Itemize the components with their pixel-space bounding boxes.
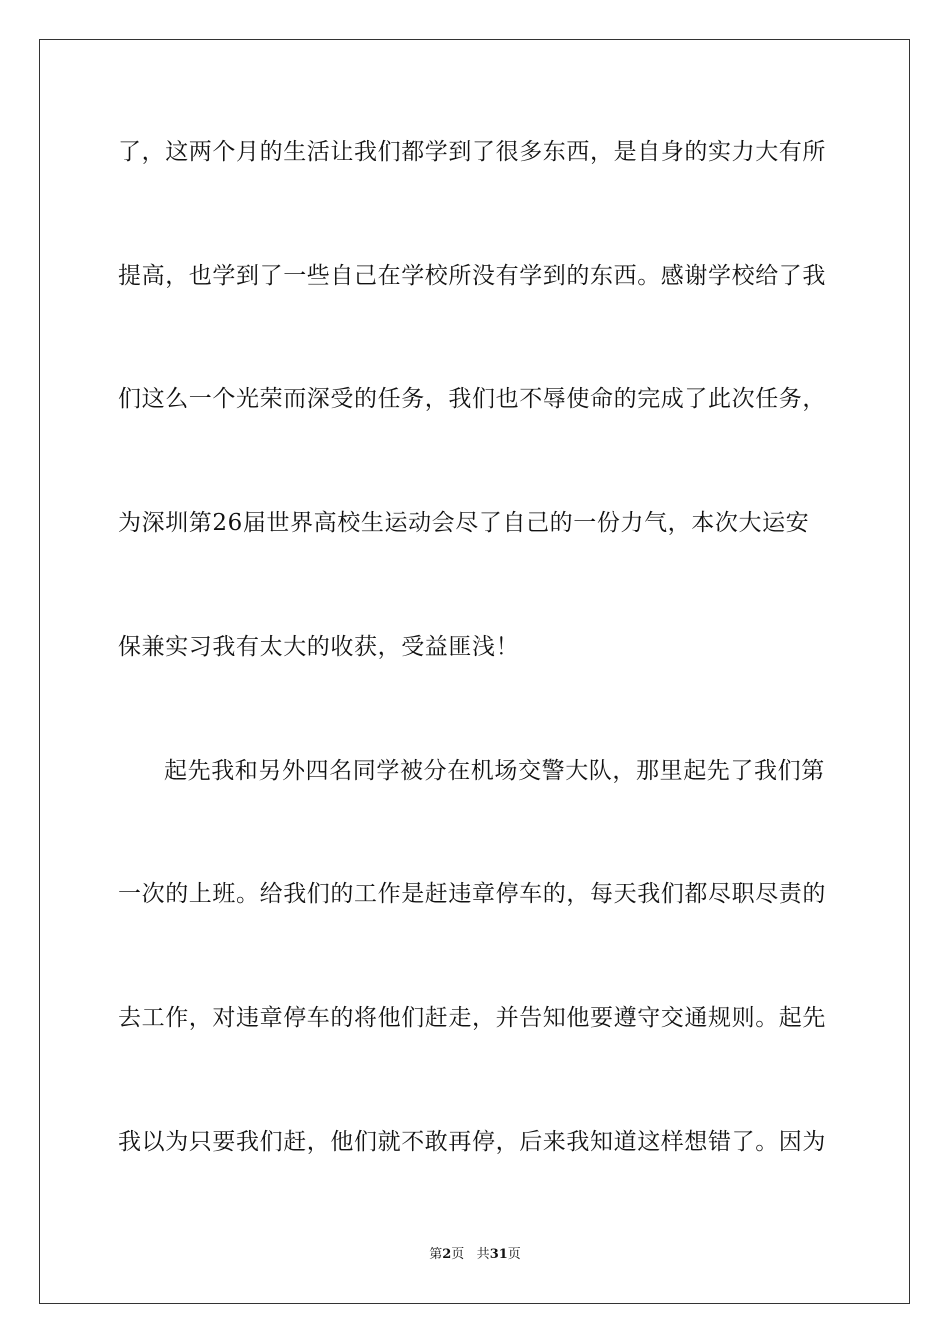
footer-page-number: 2: [442, 1247, 452, 1262]
footer-page-suffix: 页: [451, 1247, 465, 1262]
footer-total-pages: 31: [489, 1247, 508, 1262]
page-footer: [0, 1246, 950, 1264]
body-line-5: 保兼实习我有太大的收获，受益匪浅！: [118, 634, 520, 660]
footer-page-prefix: 第: [429, 1247, 443, 1262]
page-frame: [39, 39, 910, 1304]
body-line-4: 为深圳第26届世界高校生运动会尽了自己的一份力气，本次大运安: [118, 510, 810, 536]
body-line-6-indented: 起先我和另外四名同学被分在机场交警大队，那里起先了我们第: [164, 758, 825, 784]
body-line-3: 们这么一个光荣而深受的任务，我们也不辱使命的完成了此次任务，: [118, 386, 826, 412]
footer-total-suffix: 页: [507, 1247, 521, 1262]
body-line-9: 我以为只要我们赶，他们就不敢再停，后来我知道这样想错了。因为: [118, 1129, 826, 1155]
footer-total-prefix: 共: [476, 1247, 490, 1262]
body-line-7: 一次的上班。给我们的工作是赶违章停车的，每天我们都尽职尽责的: [118, 881, 826, 907]
body-line-2: 提高，也学到了一些自己在学校所没有学到的东西。感谢学校给了我: [118, 263, 826, 289]
body-line-8: 去工作，对违章停车的将他们赶走，并告知他要遵守交通规则。起先: [118, 1005, 826, 1031]
body-line-1: 了，这两个月的生活让我们都学到了很多东西，是自身的实力大有所: [118, 139, 826, 165]
